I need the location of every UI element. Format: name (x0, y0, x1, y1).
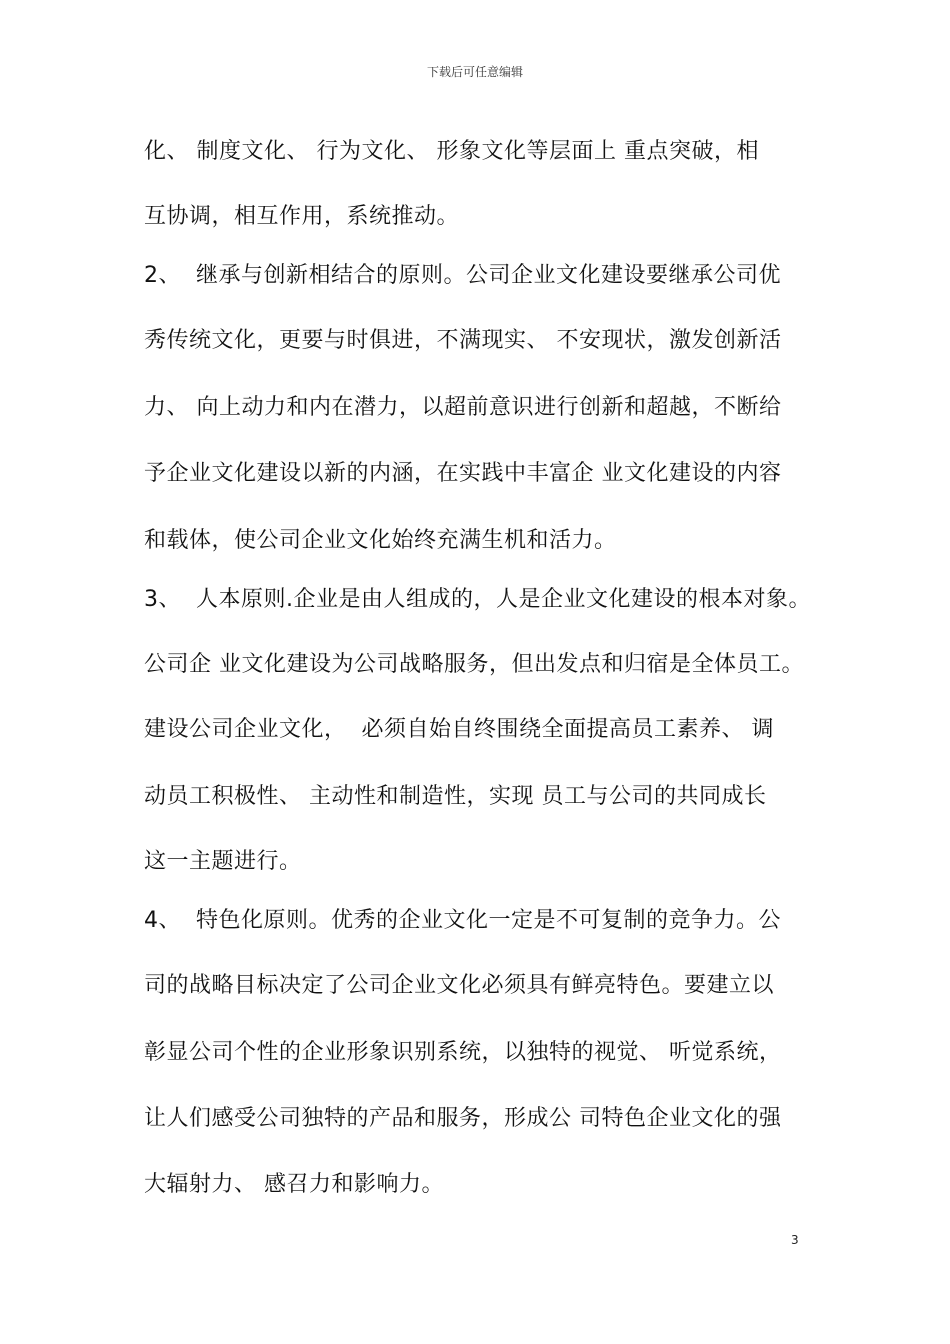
text-line: 3、 人本原则.企业是由人组成的，人是企业文化建设的根本对象。 (144, 587, 811, 612)
text-line: 建设公司企业文化， 必须自始自终围绕全面提高员工素养、 调 (144, 717, 774, 742)
text-line: 2、 继承与创新相结合的原则。公司企业文化建设要继承公司优 (144, 263, 781, 288)
text-line: 秀传统文化，更要与时俱进，不满现实、 不安现状，激发创新活 (144, 328, 782, 353)
text-line: 互协调，相互作用，系统推动。 (144, 204, 460, 229)
text-line: 这一主题进行。 (144, 849, 302, 874)
text-line: 力、 向上动力和内在潜力，以超前意识进行创新和超越，不断给 (144, 395, 782, 420)
text-line: 动员工积极性、 主动性和制造性，实现 员工与公司的共同成长 (144, 784, 767, 809)
text-line: 彰显公司个性的企业形象识别系统，以独特的视觉、 听觉系统， (144, 1040, 782, 1065)
text-line: 予企业文化建设以新的内涵，在实践中丰富企 业文化建设的内容 (144, 461, 782, 486)
page-header: 下载后可任意编辑 (426, 65, 523, 79)
text-line: 让人们感受公司独特的产品和服务，形成公 司特色企业文化的强 (144, 1106, 782, 1131)
text-line: 司的战略目标决定了公司企业文化必须具有鲜亮特色。要建立以 (144, 973, 775, 998)
page-number: 3 (791, 1233, 799, 1247)
text-line: 公司企 业文化建设为公司战略服务，但出发点和归宿是全体员工。 (144, 652, 804, 677)
text-line: 大辐射力、 感召力和影响力。 (144, 1172, 444, 1197)
text-line: 4、 特色化原则。优秀的企业文化一定是不可复制的竞争力。公 (144, 908, 781, 933)
text-line: 和载体，使公司企业文化始终充满生机和活力。 (144, 528, 617, 553)
text-line: 化、 制度文化、 行为文化、 形象文化等层面上 重点突破，相 (144, 139, 759, 164)
